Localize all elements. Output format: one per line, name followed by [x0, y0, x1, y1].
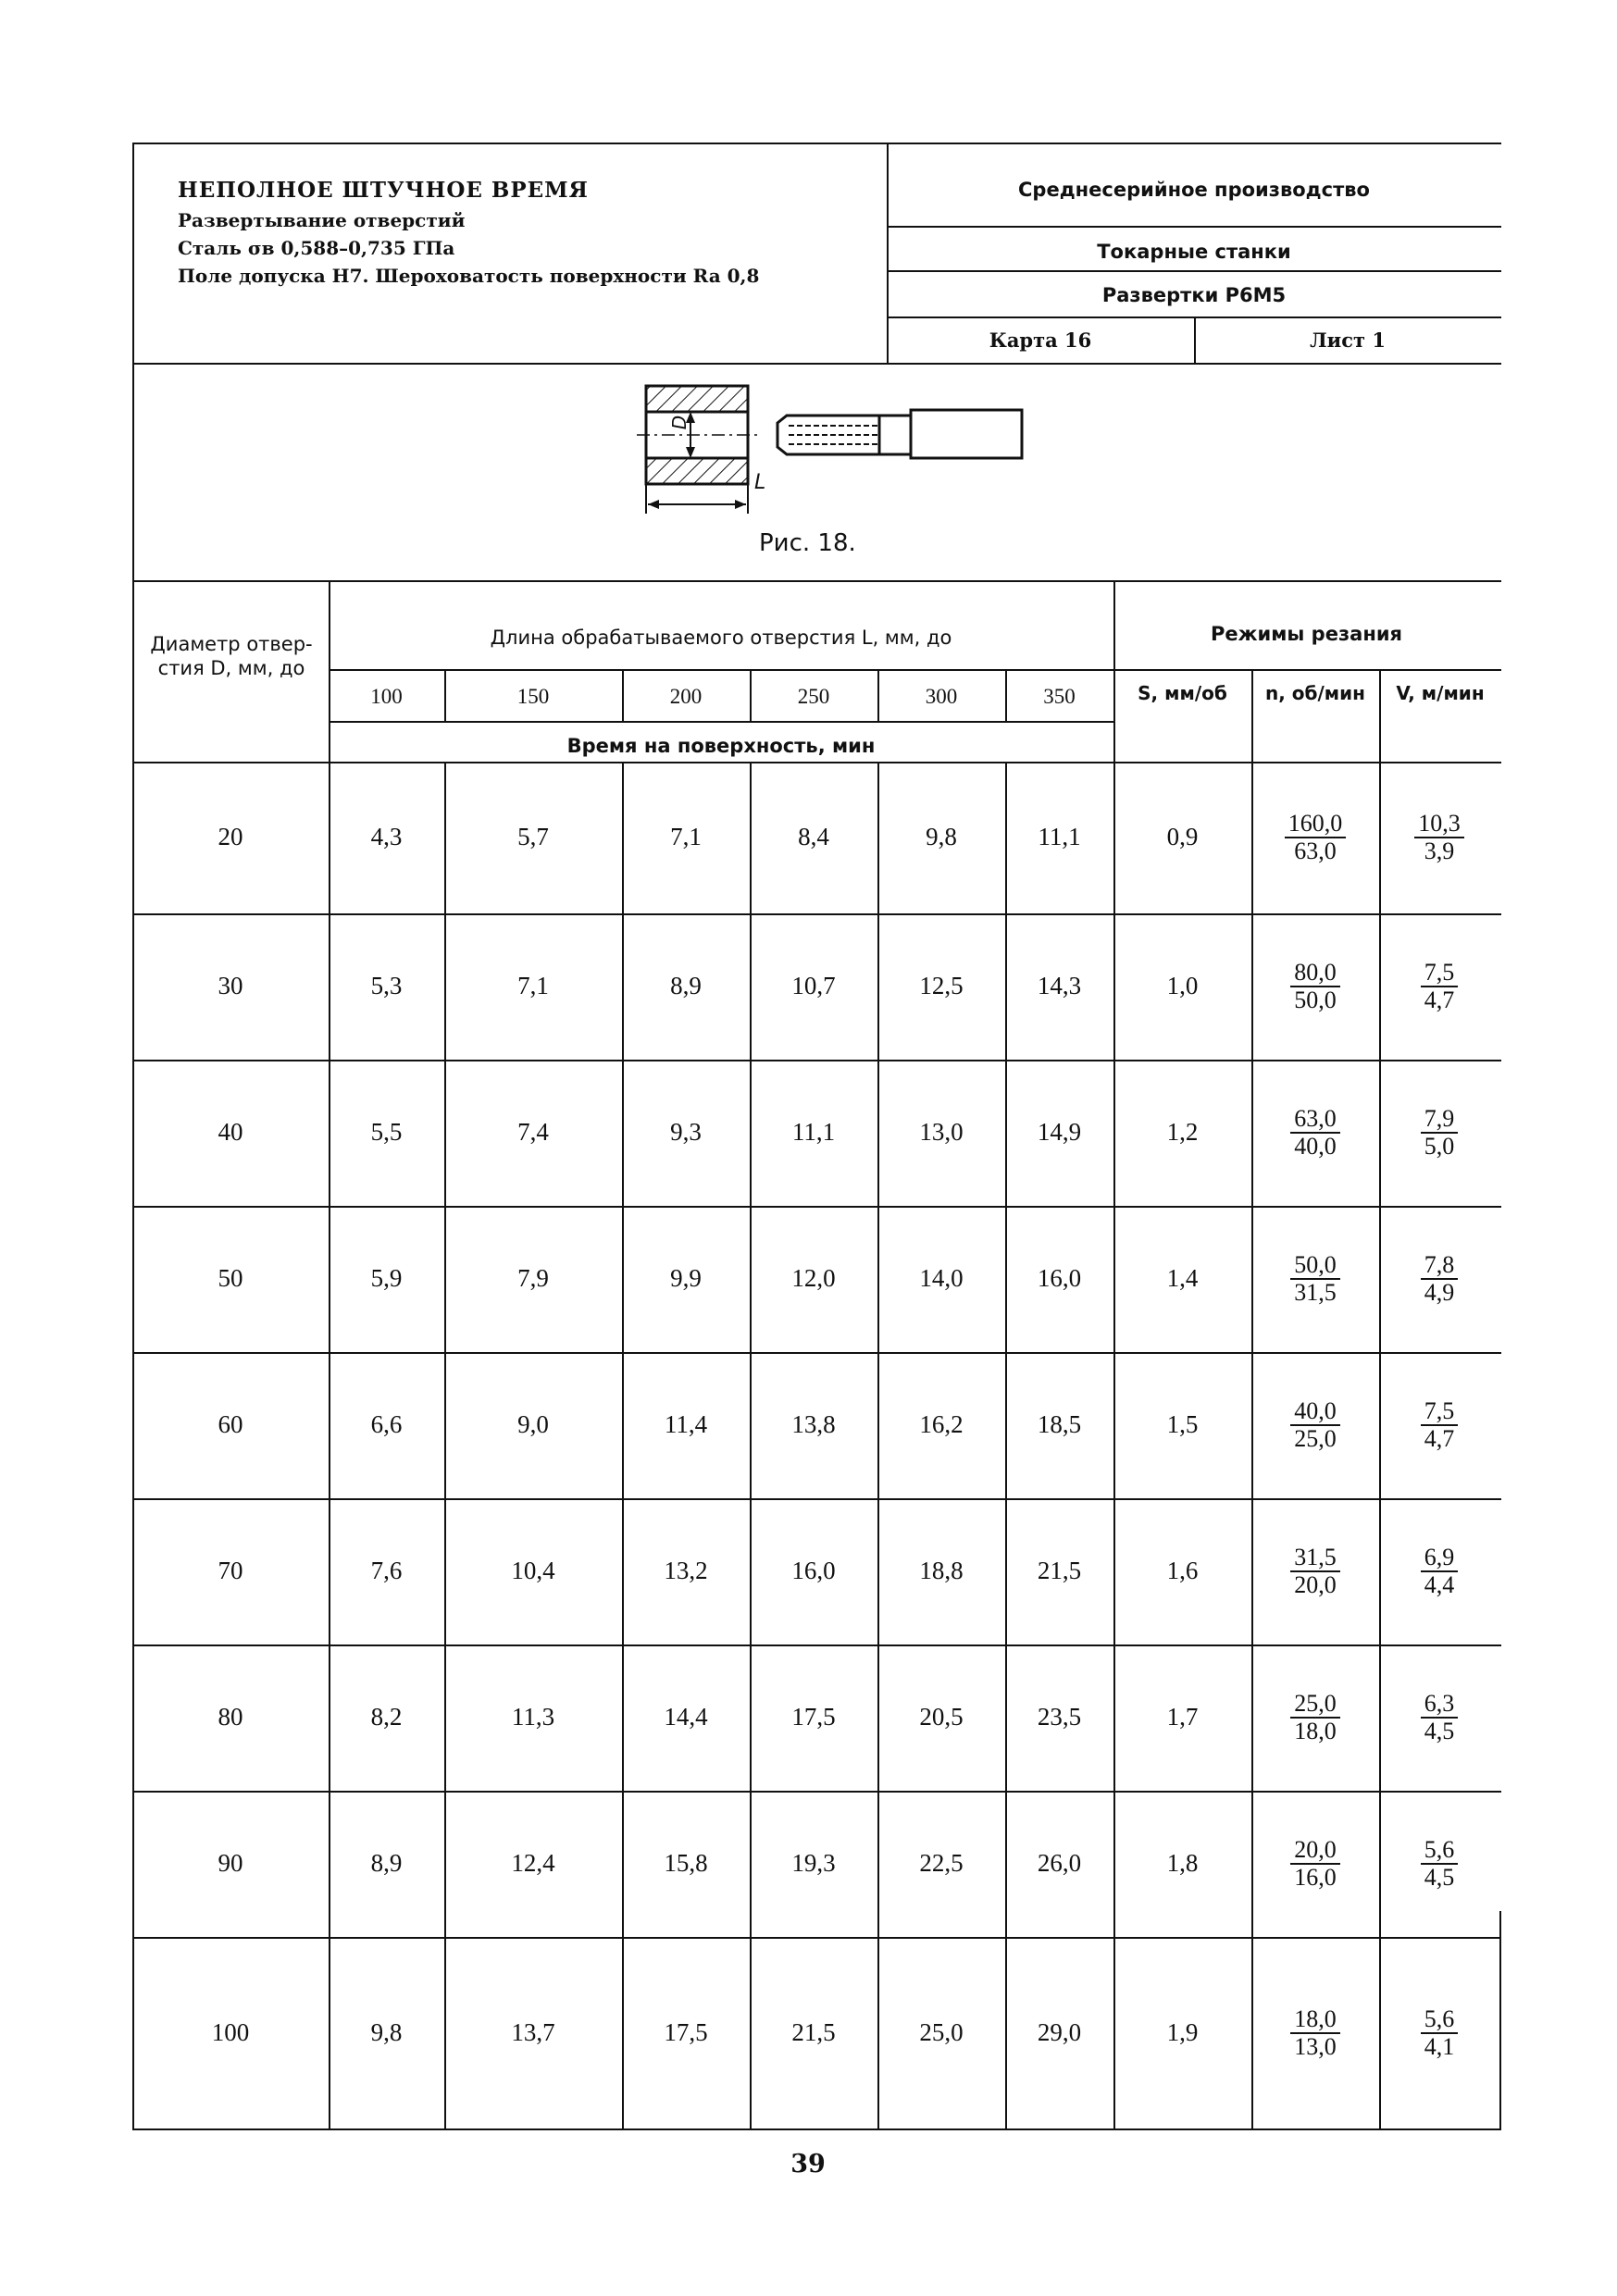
time-cell: 7,9: [517, 1264, 549, 1292]
velocity-fraction-top: 7,5: [1424, 1397, 1455, 1424]
velocity-fraction-top: 7,8: [1424, 1251, 1455, 1278]
diameter-cell: 100: [211, 2017, 250, 2046]
time-cell: 9,8: [926, 823, 957, 850]
time-cell: 12,4: [511, 1849, 555, 1877]
time-cell: 21,5: [791, 2017, 836, 2046]
diameter-cell: 60: [218, 1410, 243, 1438]
time-cell: 5,3: [370, 972, 403, 999]
length-header: Длина обрабатываемого отверстия L, мм, до: [490, 627, 952, 649]
rpm-fraction-top: 25,0: [1294, 1690, 1337, 1717]
time-cell: 18,5: [1037, 1410, 1082, 1438]
velocity-fraction: [1379, 1399, 1499, 1451]
velocity-fraction-top: 6,9: [1424, 1544, 1455, 1570]
velocity-fraction-top: 5,6: [1424, 2004, 1455, 2032]
diameter-cell: 20: [218, 823, 243, 850]
rpm-fraction: [1251, 1253, 1379, 1305]
feed-cell: 1,4: [1166, 1264, 1199, 1292]
time-cell: 11,4: [664, 1410, 708, 1438]
velocity-fraction: [1379, 1838, 1499, 1890]
time-cell: 13,2: [664, 1557, 708, 1584]
velocity-fraction: [1379, 1545, 1499, 1597]
time-cell: 18,8: [919, 1557, 964, 1584]
tools-type: Развертки Р6М5: [1101, 284, 1287, 306]
velocity-fraction-bottom: 4,5: [1424, 1864, 1455, 1891]
feed-cell: 1,2: [1166, 1118, 1199, 1146]
time-cell: 16,0: [1037, 1264, 1082, 1292]
rpm-fraction-top: 50,0: [1294, 1251, 1337, 1278]
rpm-fraction-top: 31,5: [1294, 1544, 1337, 1570]
time-cell: 7,1: [517, 972, 549, 999]
time-cell: 8,9: [370, 1849, 403, 1877]
feed-col: S, мм/об: [1138, 682, 1227, 704]
velocity-fraction: [1379, 1692, 1499, 1744]
rpm-fraction-bottom: 50,0: [1294, 987, 1337, 1013]
time-cell: 13,7: [511, 2017, 555, 2046]
time-cell: 10,4: [511, 1557, 555, 1584]
time-cell: 10,7: [791, 972, 836, 999]
time-cell: 9,3: [670, 1118, 702, 1146]
time-cell: 25,0: [919, 2017, 964, 2046]
length-col-150: 150: [516, 685, 550, 708]
diameter-cell: 90: [218, 1849, 243, 1877]
time-cell: 17,5: [791, 1703, 836, 1731]
rpm-fraction: [1251, 1107, 1379, 1159]
time-cell: 15,8: [664, 1849, 708, 1877]
time-cell: 5,5: [370, 1118, 403, 1146]
time-cell: 12,0: [791, 1264, 836, 1292]
velocity-fraction: [1379, 1253, 1499, 1305]
feed-cell: 0,9: [1166, 823, 1199, 850]
rpm-fraction-top: 20,0: [1294, 1836, 1337, 1863]
time-cell: 17,5: [664, 2017, 708, 2046]
time-cell: 9,0: [517, 1410, 549, 1438]
rpm-fraction-top: 80,0: [1294, 959, 1337, 986]
velocity-fraction-top: 7,9: [1424, 1105, 1455, 1132]
velocity-col: V, м/мин: [1396, 682, 1485, 704]
length-col-100: 100: [370, 685, 403, 708]
rpm-fraction-bottom: 16,0: [1294, 1864, 1337, 1891]
diameter-cell: 80: [218, 1703, 243, 1731]
length-col-250: 250: [797, 685, 830, 708]
rpm-fraction-top: 160,0: [1287, 810, 1343, 837]
time-cell: 4,3: [370, 823, 403, 850]
rpm-fraction: [1251, 812, 1379, 863]
velocity-fraction-bottom: 4,9: [1424, 1279, 1455, 1306]
rpm-fraction: [1251, 1545, 1379, 1597]
time-cell: 7,6: [370, 1557, 403, 1584]
diameter-header: Диаметр отвер-стия D, мм, до: [150, 633, 313, 680]
rpm-fraction-bottom: 31,5: [1294, 1279, 1337, 1306]
rpm-fraction-bottom: 18,0: [1294, 1718, 1337, 1744]
rpm-fraction: [1251, 2004, 1379, 2060]
feed-cell: 1,7: [1166, 1703, 1199, 1731]
velocity-fraction-bottom: 4,7: [1424, 1425, 1455, 1452]
modes-header: Режимы резания: [1210, 623, 1403, 645]
velocity-fraction-bottom: 4,7: [1424, 987, 1455, 1013]
time-cell: 8,2: [370, 1703, 403, 1731]
time-cell: 22,5: [919, 1849, 964, 1877]
time-cell: 8,4: [798, 823, 829, 850]
feed-cell: 1,6: [1166, 1557, 1199, 1584]
doc-title: НЕПОЛНОЕ ШТУЧНОЕ ВРЕМЯ: [178, 178, 589, 203]
time-cell: 5,7: [517, 823, 549, 850]
label-d: D: [668, 415, 691, 430]
rpm-fraction-bottom: 40,0: [1294, 1133, 1337, 1160]
velocity-fraction-top: 5,6: [1424, 1836, 1455, 1863]
feed-cell: 1,5: [1166, 1410, 1199, 1438]
time-cell: 14,0: [919, 1264, 964, 1292]
time-cell: 5,9: [370, 1264, 403, 1292]
figure-caption: Рис. 18.: [759, 529, 856, 557]
rpm-fraction-bottom: 63,0: [1294, 838, 1337, 864]
time-cell: 14,9: [1037, 1118, 1082, 1146]
sheet-number: Лист 1: [1310, 329, 1386, 352]
velocity-fraction-bottom: 4,1: [1424, 2032, 1455, 2060]
rpm-fraction: [1251, 1838, 1379, 1890]
card-number: Карта 16: [989, 329, 1092, 352]
velocity-fraction: [1379, 812, 1499, 863]
velocity-fraction-top: 10,3: [1418, 810, 1461, 837]
production-type: Среднесерийное производство: [1018, 179, 1370, 201]
time-cell: 12,5: [919, 972, 964, 999]
speed-rpm-col: n, об/мин: [1265, 682, 1365, 704]
rpm-fraction: [1251, 1399, 1379, 1451]
time-cell: 11,1: [791, 1118, 836, 1146]
time-cell: 16,2: [919, 1410, 964, 1438]
time-cell: 26,0: [1037, 1849, 1082, 1877]
feed-cell: 1,9: [1166, 2017, 1199, 2046]
diameter-cell: 40: [218, 1118, 243, 1146]
time-cell: 29,0: [1037, 2017, 1082, 2046]
rpm-fraction-top: 18,0: [1294, 2004, 1337, 2032]
length-col-200: 200: [669, 685, 703, 708]
time-header: Время на поверхность, мин: [566, 735, 876, 757]
time-cell: 14,3: [1037, 972, 1082, 999]
time-cell: 11,3: [511, 1703, 555, 1731]
velocity-fraction-bottom: 4,5: [1424, 1718, 1455, 1744]
feed-cell: 1,8: [1166, 1849, 1199, 1877]
time-cell: 6,6: [370, 1410, 403, 1438]
time-cell: 7,4: [517, 1118, 549, 1146]
page-number: 39: [790, 2150, 826, 2178]
length-col-350: 350: [1043, 685, 1076, 708]
rpm-fraction-bottom: 25,0: [1294, 1425, 1337, 1452]
time-cell: 14,4: [664, 1703, 708, 1731]
rpm-fraction-top: 63,0: [1294, 1105, 1337, 1132]
length-col-300: 300: [925, 685, 958, 708]
time-cell: 11,1: [1038, 823, 1081, 850]
rpm-fraction: [1251, 1692, 1379, 1744]
velocity-fraction-top: 6,3: [1424, 1690, 1455, 1717]
time-cell: 8,9: [670, 972, 702, 999]
velocity-fraction: [1379, 961, 1499, 1012]
time-cell: 9,9: [670, 1264, 702, 1292]
rpm-fraction-top: 40,0: [1294, 1397, 1337, 1424]
time-cell: 13,0: [919, 1118, 964, 1146]
label-l: L: [754, 471, 766, 494]
operation-text: Развертывание отверстий: [178, 209, 466, 231]
velocity-fraction: [1379, 2004, 1499, 2060]
machines-type: Токарные станки: [1097, 241, 1291, 263]
rpm-fraction-bottom: 20,0: [1294, 1571, 1337, 1598]
diameter-cell: 70: [218, 1557, 243, 1584]
time-cell: 23,5: [1037, 1703, 1082, 1731]
velocity-fraction-bottom: 3,9: [1424, 838, 1455, 864]
time-cell: 16,0: [791, 1557, 836, 1584]
material-text: Сталь σв 0,588–0,735 ГПа: [178, 237, 455, 259]
velocity-fraction: [1379, 1107, 1499, 1159]
velocity-fraction-bottom: 4,4: [1424, 1571, 1455, 1598]
feed-cell: 1,0: [1166, 972, 1199, 999]
time-cell: 21,5: [1037, 1557, 1082, 1584]
rpm-fraction-bottom: 13,0: [1294, 2032, 1337, 2060]
time-cell: 7,1: [670, 823, 702, 850]
time-cell: 20,5: [919, 1703, 964, 1731]
time-cell: 19,3: [791, 1849, 836, 1877]
diameter-cell: 30: [218, 972, 243, 999]
velocity-fraction-top: 7,5: [1424, 959, 1455, 986]
time-cell: 13,8: [791, 1410, 836, 1438]
tolerance-text: Поле допуска Н7. Шероховатость поверхности Ra 0,8: [178, 265, 760, 287]
diameter-cell: 50: [218, 1264, 243, 1292]
rpm-fraction: [1251, 961, 1379, 1012]
reamer-drawing: [629, 375, 1037, 527]
velocity-fraction-bottom: 5,0: [1424, 1133, 1455, 1160]
time-cell: 9,8: [370, 2017, 403, 2046]
